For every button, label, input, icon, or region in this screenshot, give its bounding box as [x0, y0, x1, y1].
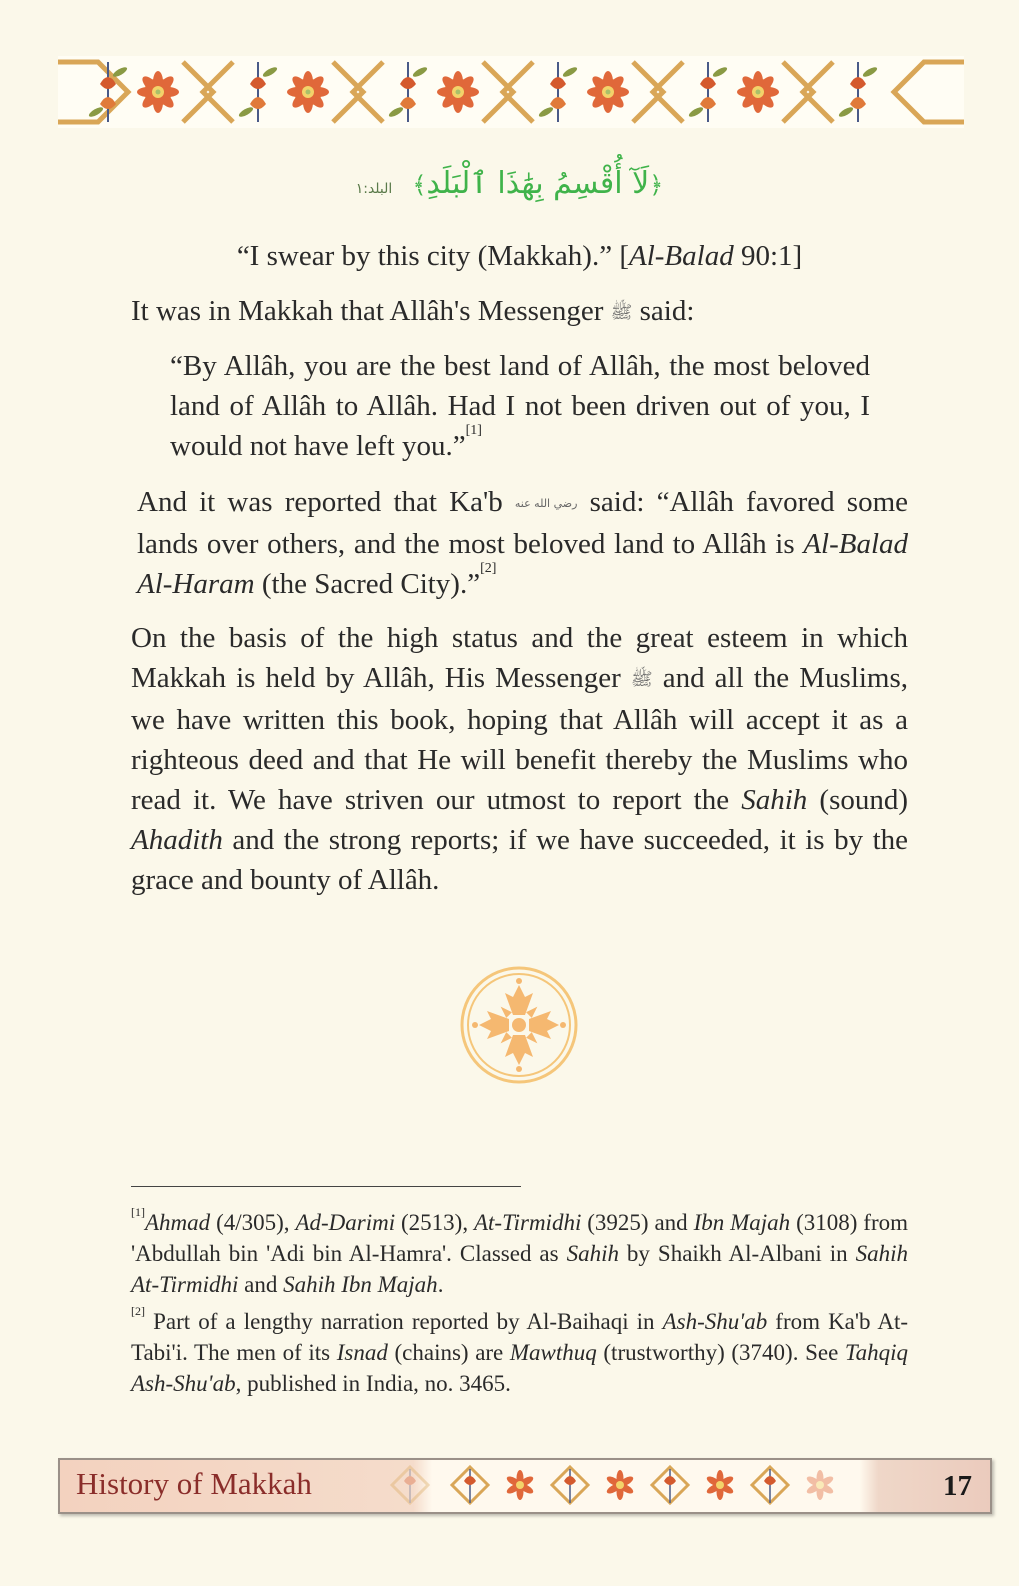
footnote-ref-1[interactable]: [1]: [465, 423, 482, 438]
italic-term: Isnad: [336, 1340, 388, 1365]
paragraph-intro: [131, 291, 908, 333]
italic-term: Tahqiq Ash-Shu'ab: [131, 1340, 908, 1396]
honorific-icon: رضي الله عنه: [514, 497, 578, 511]
book-title: History of Makkah: [76, 1466, 312, 1501]
italic-term: Ibn Majah: [693, 1210, 791, 1235]
footnote-segment: by Shaikh Al-Albani in: [618, 1241, 856, 1266]
ref-bracket: [: [619, 240, 629, 272]
arabic-verse-reference: البلد:١: [355, 181, 393, 197]
arabic-verse-text: لَآ أُقْسِمُ بِهَٰذَا ٱلْبَلَدِ: [426, 166, 650, 201]
paragraph-purpose: [131, 618, 908, 900]
footnote-text: [131, 1309, 908, 1396]
surah-name: Al-Balad: [629, 240, 734, 272]
italic-term: Ahmad: [145, 1210, 211, 1235]
paragraph-text: said: “Allâh favored some lands over others, and the most beloved land to Allâh is: [137, 486, 909, 561]
footnote-1: [131, 1207, 908, 1300]
arabic-verse: [0, 166, 1019, 201]
paragraph-text: (the Sacred City).”: [261, 568, 481, 601]
salutation-icon: ﷺ: [630, 669, 653, 691]
floral-border-icon: [58, 56, 964, 128]
paragraph-kab: [137, 482, 908, 604]
paragraph-text: And it was reported that Ka'b: [137, 486, 503, 518]
verse-close-bracket: ﴾: [412, 173, 427, 199]
italic-term: Ad-Darimi: [295, 1210, 396, 1235]
footnote-segment: .: [437, 1272, 444, 1297]
italic-term: Mawthuq: [509, 1340, 597, 1365]
italic-term: Ahadith: [131, 824, 223, 857]
page-footer: [58, 1458, 992, 1514]
footnote-segment: (2513),: [395, 1210, 474, 1235]
header-ornament-border: [58, 56, 964, 128]
verse-translation: [131, 236, 908, 276]
hadith-quote: [170, 346, 870, 466]
italic-term: Sahih: [741, 784, 808, 817]
ayah-number: 90:1]: [740, 240, 803, 272]
footnote-text: [131, 1210, 908, 1297]
footnote-segment: (chains) are: [387, 1340, 510, 1365]
footnote-segment: (3925) and: [581, 1210, 694, 1235]
footnote-segment: , published in India, no. 3465.: [235, 1371, 511, 1396]
italic-term: Sahih At-Tirmidhi: [131, 1241, 908, 1297]
quote-text: “By Allâh, you are the best land of Allâh, the most beloved land of Allâh to Allâh. Had I not been driven out of you, I would not have left you.”: [170, 350, 870, 462]
italic-term: Al-Balad Al-Haram: [137, 528, 909, 601]
translation-quote: “I swear by this city (Makkah).”: [236, 240, 613, 272]
salutation-icon: ﷺ: [610, 302, 633, 324]
paragraph-text: and the strong reports; if we have succeeded, it is by the grace and bounty of Allâh.: [131, 824, 909, 897]
italic-term: At-Tirmidhi: [473, 1210, 582, 1235]
paragraph-text: and all the Muslims, we have written this book, hoping that Allâh will accept it as a righteous deed and that He will benefit thereby the Muslims who read it. We have striven our utmost to report the: [131, 662, 909, 817]
paragraph-text: On the basis of the high status and the great esteem in which Makkah is held by Allâh, His Messenger: [131, 622, 908, 694]
verse-open-bracket: ﴿: [649, 173, 664, 199]
footnote-segment: (trustworthy) (3740). See: [596, 1340, 845, 1365]
paragraph-text: (sound): [819, 784, 909, 817]
medallion-ornament-icon: [459, 965, 579, 1085]
footnote-ref-2[interactable]: [2]: [480, 561, 497, 577]
footnote-segment: and: [238, 1272, 284, 1297]
italic-term: Sahih Ibn Majah: [283, 1272, 438, 1297]
footnote-marker: [2]: [131, 1304, 145, 1318]
page-number: 17: [943, 1470, 972, 1502]
footnote-segment: (3108) from 'Abdullah bin 'Adi bin Al-Hamra'. Classed as: [131, 1210, 908, 1266]
footer-floral-border-icon: [370, 1463, 930, 1509]
paragraph-text: said:: [639, 295, 695, 327]
footnote-segment: (4/305),: [210, 1210, 296, 1235]
footnote-segment: from Ka'b At-Tabi'i. The men of its: [131, 1309, 908, 1365]
italic-term: Ash-Shu'ab: [662, 1309, 768, 1334]
footnote-segment: Part of a lengthy narration reported by Al-Baihaqi in: [145, 1309, 663, 1334]
footnote-2: [131, 1306, 908, 1399]
paragraph-text: It was in Makkah that Allâh's Messenger: [131, 295, 604, 327]
italic-term: Sahih: [566, 1241, 619, 1266]
footnote-marker: [1]: [131, 1205, 145, 1219]
footnote-divider: [131, 1186, 521, 1187]
